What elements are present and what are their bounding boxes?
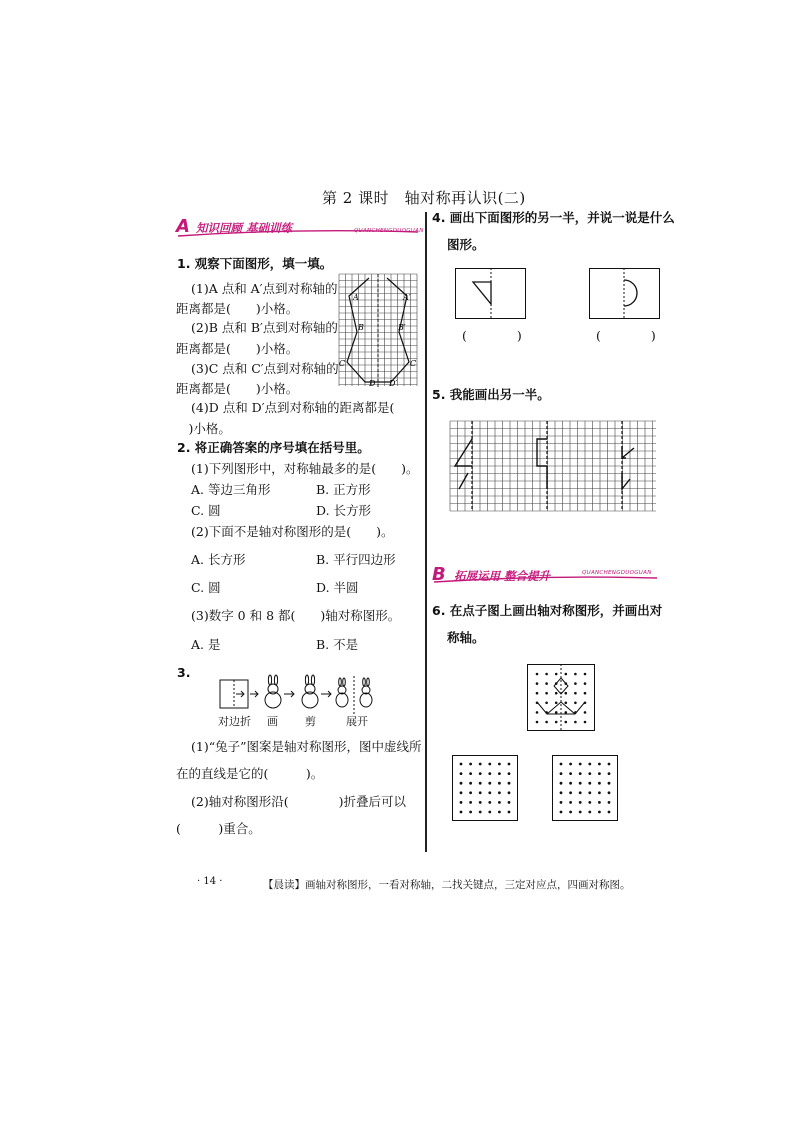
rabbit-icon (302, 675, 318, 708)
grid-dot (460, 782, 463, 785)
section-a-header (176, 214, 424, 244)
q2-opt: C. 圆 (191, 580, 221, 595)
grid-dot (584, 711, 587, 714)
q2-opt: B. 不是 (316, 637, 359, 652)
caption-fold: 对边折 (218, 715, 251, 728)
q1-line: (2)B 点和 B′点到对称轴的 (191, 320, 338, 335)
grid-dot (579, 772, 582, 775)
section-b-letter: B (432, 564, 446, 585)
grid-dot (574, 702, 577, 705)
grid-dot (560, 772, 563, 775)
grid-dot (508, 791, 511, 794)
label-c: C (339, 359, 346, 368)
grid-dot (508, 772, 511, 775)
q4-figure-semicircle (589, 268, 669, 323)
grid-dot (498, 811, 501, 814)
grid-dot (560, 811, 563, 814)
q2-opt: A. 是 (191, 637, 221, 652)
grid-dot (508, 782, 511, 785)
section-a-sub: QUANCHENGDUOGUAN (354, 228, 424, 234)
grid-dot (569, 782, 572, 785)
grid-dot (584, 721, 587, 724)
grid-dot (488, 791, 491, 794)
q1-line: 距离都是( )小格。 (176, 301, 299, 316)
grid-dot (569, 791, 572, 794)
label-d-prime: D′ (389, 379, 398, 388)
grid-dot (555, 711, 558, 714)
label-a: A (353, 293, 359, 302)
grid-dot (479, 811, 482, 814)
grid-dot (560, 763, 563, 766)
q4-answer: ( ) (462, 328, 522, 343)
grid-dot (469, 763, 472, 766)
grid-dot (569, 772, 572, 775)
grid-dot (579, 811, 582, 814)
q6-line: 称轴。 (447, 630, 485, 645)
grid-dot (598, 782, 601, 785)
grid-dot (545, 702, 548, 705)
page-number: · 14 · (197, 876, 223, 887)
grid-dot (460, 791, 463, 794)
grid-dot (508, 811, 511, 814)
grid-dot (498, 772, 501, 775)
q6-dot-grid (552, 755, 620, 823)
grid-dot (469, 772, 472, 775)
grid-dot (588, 772, 591, 775)
q3-number: 3. (177, 665, 191, 680)
grid-dot (584, 682, 587, 685)
label-c-prime: C (410, 359, 417, 368)
q6-line: 6. 在点子图上画出轴对称图形，并画出对 (432, 603, 663, 618)
q6-dot-grid (452, 755, 520, 823)
q4-answer: ( ) (596, 328, 656, 343)
q1-line: (3)C 点和 C′点到对称轴的 (191, 361, 339, 376)
q1-heading: 1. 观察下面图形，填一填。 (177, 256, 333, 271)
grid-dot (488, 782, 491, 785)
q4-figure-triangle (455, 268, 535, 323)
q2-sub2: (2)下面不是轴对称图形的是( )。 (191, 524, 394, 539)
caption-unfold: 展开 (346, 715, 368, 728)
grid-dot (488, 763, 491, 766)
grid-dot (579, 791, 582, 794)
grid-dot (569, 763, 572, 766)
rabbit-steps-figure (218, 676, 388, 716)
q1-line: )小格。 (176, 421, 231, 436)
grid-dot (555, 692, 558, 695)
grid-dot (545, 682, 548, 685)
grid-dot (536, 692, 539, 695)
grid-dot (545, 721, 548, 724)
grid-dot (498, 801, 501, 804)
label-a-prime: A′ (403, 293, 411, 302)
grid-dot (588, 811, 591, 814)
label-d: D (369, 379, 376, 388)
grid-dot (608, 801, 611, 804)
grid-dot (598, 791, 601, 794)
rabbit-icon (360, 678, 372, 707)
column-divider (425, 212, 427, 852)
grid-dot (598, 772, 601, 775)
q1-line: 距离都是( )小格。 (176, 341, 299, 356)
grid-dot (536, 673, 539, 676)
grid-dot (565, 692, 568, 695)
q5-heading: 5. 我能画出另一半。 (432, 387, 550, 402)
grid-dot (584, 673, 587, 676)
q2-heading: 2. 将正确答案的序号填在括号里。 (177, 440, 370, 455)
grid-dot (545, 692, 548, 695)
grid-dot (479, 782, 482, 785)
grid-dot (565, 721, 568, 724)
grid-dot (588, 782, 591, 785)
grid-dot (608, 772, 611, 775)
grid-dot (545, 673, 548, 676)
grid-dot (579, 782, 582, 785)
grid-dot (508, 801, 511, 804)
grid-dot (579, 763, 582, 766)
grid-dot (488, 801, 491, 804)
page-title: 第 2 课时 轴对称再认识(二) (322, 189, 526, 207)
arrow-icon (284, 691, 294, 697)
grid-dot (508, 763, 511, 766)
reading-tip: 【晨读】画轴对称图形，一看对称轴，二找关键点，三定对应点，四画对称图。 (263, 879, 631, 891)
grid-dot (498, 782, 501, 785)
grid-dot (574, 682, 577, 685)
label-b: B (358, 323, 364, 332)
q2-opt: A. 长方形 (191, 552, 246, 567)
grid-dot (574, 692, 577, 695)
grid-dot (598, 801, 601, 804)
q2-opt: B. 正方形 (316, 482, 371, 497)
grid-dot (555, 721, 558, 724)
q2-opt: A. 等边三角形 (191, 482, 271, 497)
caption-cut: 剪 (305, 715, 316, 728)
grid-dot (460, 811, 463, 814)
grid-dot (469, 801, 472, 804)
arrow-icon (250, 691, 258, 697)
grid-dot (488, 811, 491, 814)
grid-dot (588, 763, 591, 766)
grid-dot (498, 763, 501, 766)
q2-opt: D. 长方形 (316, 503, 372, 518)
grid-dot (498, 791, 501, 794)
grid-dot (469, 811, 472, 814)
grid-dot (479, 801, 482, 804)
q1-grid-figure (339, 274, 419, 389)
grid-dot (588, 801, 591, 804)
q3-line: 在的直线是它的( )。 (176, 766, 324, 781)
grid-dot (565, 673, 568, 676)
section-a-letter: A (176, 216, 190, 237)
q5-grid-figure (450, 421, 658, 513)
grid-dot (488, 772, 491, 775)
q1-line: 距离都是( )小格。 (176, 381, 299, 396)
section-b-header (432, 562, 662, 592)
section-b-sub: QUANCHENGDUOGUAN (582, 570, 652, 576)
grid-dot (588, 791, 591, 794)
grid-dot (574, 721, 577, 724)
q3-line: (1)“兔子”图案是轴对称图形，图中虚线所 (191, 739, 422, 754)
q4-line: 图形。 (447, 237, 485, 252)
caption-draw: 画 (267, 715, 278, 728)
rabbit-icon (336, 678, 348, 707)
section-b-swoosh (432, 562, 662, 592)
q2-opt: D. 半圆 (316, 580, 359, 595)
q2-sub3: (3)数字 0 和 8 都( )轴对称图形。 (191, 608, 401, 623)
grid-dot (479, 772, 482, 775)
grid-dot (469, 791, 472, 794)
q2-opt: B. 平行四边形 (316, 552, 396, 567)
grid-dot (555, 673, 558, 676)
grid-dot (560, 791, 563, 794)
grid-dot (560, 782, 563, 785)
grid-dot (579, 801, 582, 804)
label-b-prime: B′ (398, 323, 406, 332)
grid-dot (608, 782, 611, 785)
grid-dot (479, 791, 482, 794)
grid-dot (560, 801, 563, 804)
grid-dot (584, 692, 587, 695)
grid-dot (479, 763, 482, 766)
grid-dot (569, 801, 572, 804)
grid-dot (536, 721, 539, 724)
grid-dot (598, 811, 601, 814)
grid-dot (598, 763, 601, 766)
grid-dot (469, 782, 472, 785)
section-a-swoosh (176, 214, 421, 244)
grid-dot (574, 673, 577, 676)
grid-dot (565, 711, 568, 714)
rabbit-icon (265, 675, 281, 708)
grid-dot (460, 772, 463, 775)
q2-opt: C. 圆 (191, 503, 221, 518)
q1-line: (1)A 点和 A′点到对称轴的 (191, 281, 338, 296)
grid-dot (608, 811, 611, 814)
q6-example-dot-grid (527, 664, 597, 734)
grid-dot (460, 763, 463, 766)
q2-sub1: (1)下列图形中，对称轴最多的是( )。 (191, 461, 419, 476)
section-a-label: 知识回顾 基础训练 (196, 221, 293, 235)
grid-dot (608, 763, 611, 766)
grid-dot (555, 702, 558, 705)
section-b-label: 拓展运用 整合提升 (454, 569, 551, 583)
q4-line: 4. 画出下面图形的另一半，并说一说是什么 (432, 210, 675, 225)
grid-dot (569, 811, 572, 814)
q1-line: (4)D 点和 D′点到对称轴的距离都是( (191, 400, 395, 415)
arrow-icon (321, 691, 331, 697)
grid-dot (460, 801, 463, 804)
grid-dot (565, 702, 568, 705)
grid-dot (608, 791, 611, 794)
grid-dot (536, 711, 539, 714)
grid-dot (536, 682, 539, 685)
q3-line: (2)轴对称图形沿( )折叠后可以 (191, 794, 406, 809)
q3-line: ( )重合。 (176, 821, 261, 836)
